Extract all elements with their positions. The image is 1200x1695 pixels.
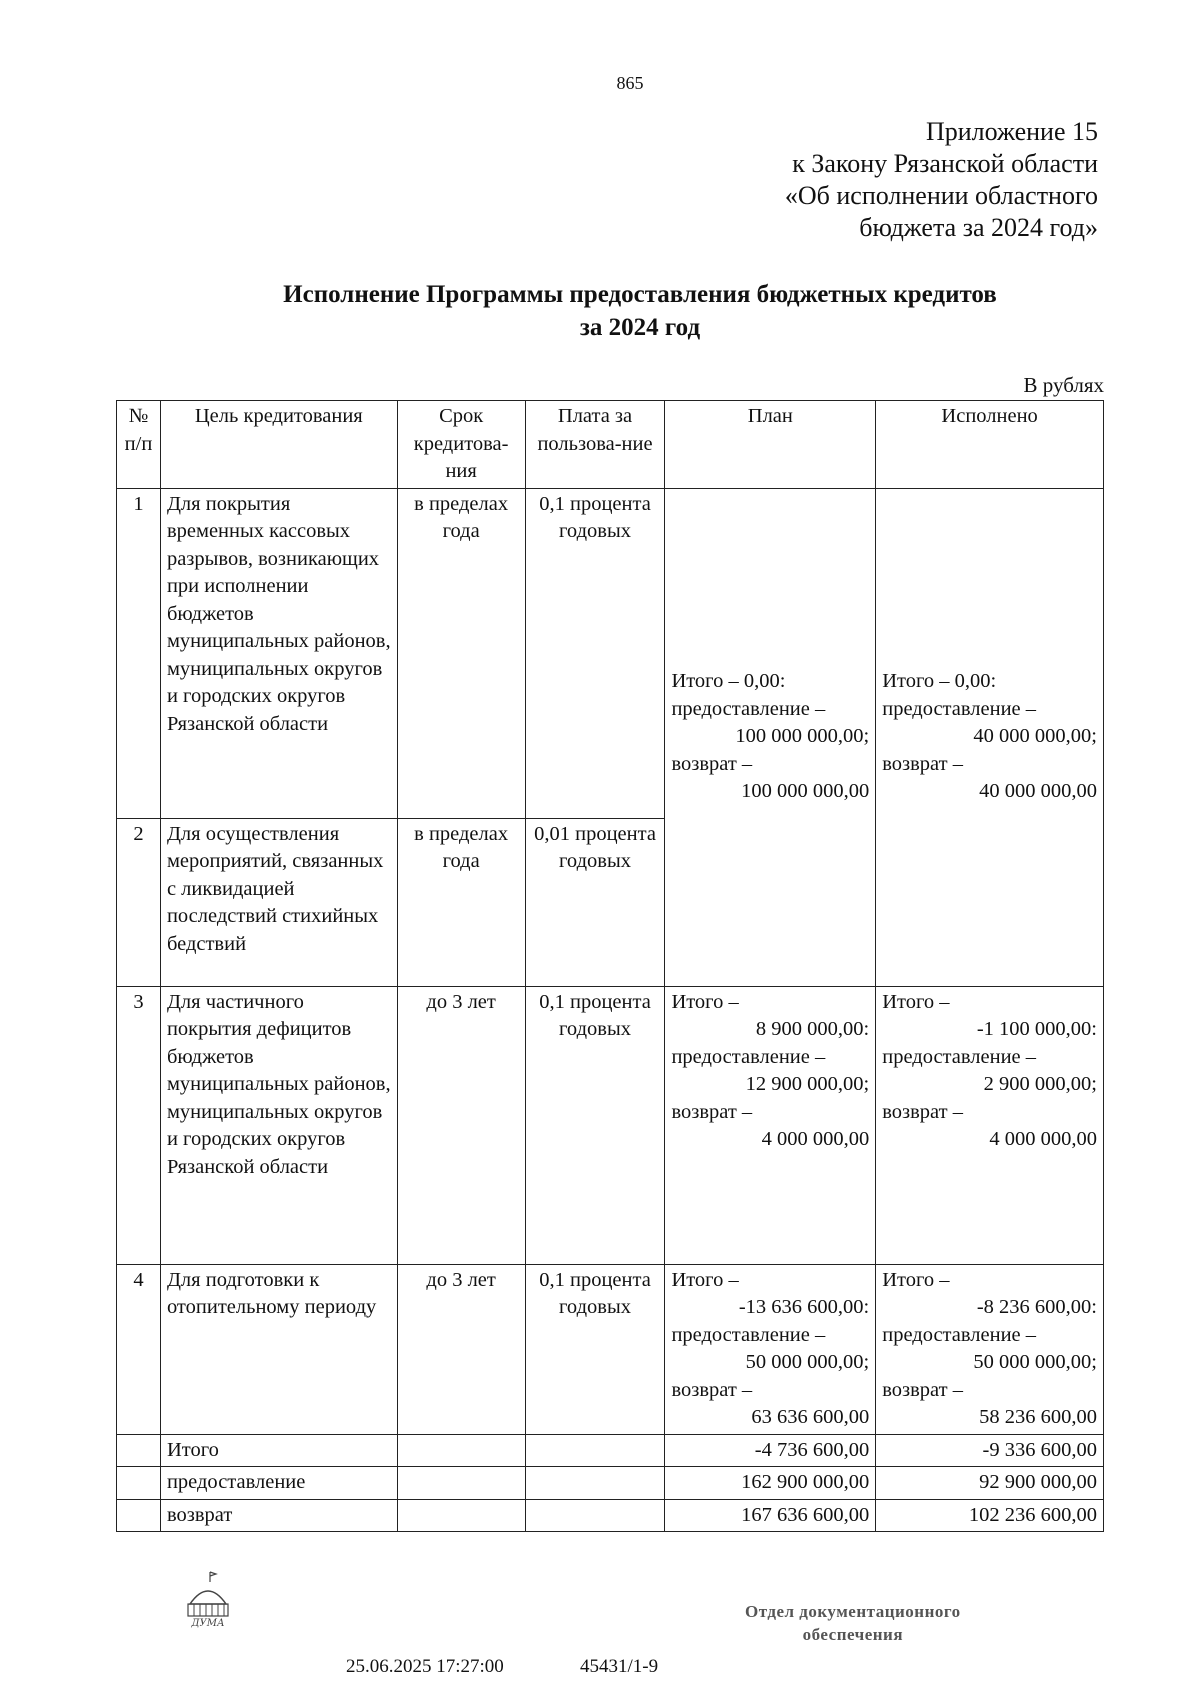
totals-return-done: 102 236 600,00 [876,1499,1104,1532]
row-fee: 0,1 процента годовых [525,1264,665,1434]
credit-program-table [116,400,1104,1532]
row-num: 1 [117,488,161,818]
plan-return-label: возврат – [671,1378,753,1401]
totals-return-plan: 167 636 600,00 [665,1499,876,1532]
emblem-text: ДУМА [191,1618,225,1629]
row-term: до 3 лет [397,986,525,1264]
done-cell-row-4 [876,1264,1104,1434]
row-num: 2 [117,818,161,986]
plan-total-label: Итого – [671,990,739,1013]
footer-document-code: 45431/1-9 [580,1656,659,1677]
totals-term [397,1434,525,1467]
totals-return-label: возврат [160,1499,397,1532]
row-num: 4 [117,1264,161,1434]
plan-total: Итого – 0,00: [671,670,786,693]
plan-return-label: возврат – [671,1100,753,1123]
title-line-2: за 2024 год [579,314,701,341]
done-provision-value: 2 900 000,00; [983,1073,1097,1095]
done-total-label: Итого – [882,990,950,1013]
row-fee: 0,1 процента годовых [525,488,665,818]
header-purpose: Цель кредитования [160,401,397,489]
done-provision-value: 40 000 000,00; [973,725,1097,748]
row-term: в пределах года [397,488,525,818]
footer-timestamp: 25.06.2025 17:27:00 [346,1656,504,1677]
header-fee: Плата за пользова-ние [525,401,665,489]
totals-plan: -4 736 600,00 [665,1434,876,1467]
appendix-line-2: к Закону Рязанской области [792,149,1098,178]
table-row [117,1264,1104,1434]
appendix-line-1: Приложение 15 [925,117,1098,146]
totals-label: Итого [160,1434,397,1467]
totals-provision-row [117,1467,1104,1500]
plan-provision-label: предоставление – [671,1045,826,1068]
plan-cell-row-3 [665,986,876,1264]
done-total: Итого – 0,00: [882,670,997,693]
appendix-line-4: бюджета за 2024 год» [859,213,1098,242]
plan-return-value: 63 636 600,00 [751,1406,870,1428]
plan-total-value: 8 900 000,00: [755,1018,870,1040]
totals-fee [525,1434,665,1467]
done-total-label: Итого – [882,1268,950,1291]
done-return-label: возврат – [882,752,963,775]
document-title [120,278,1160,344]
department-stamp [745,1600,961,1646]
stamp-line-1: Отдел документационного [745,1602,961,1621]
row-num: 3 [117,986,161,1264]
totals-fee [525,1499,665,1532]
plan-return-value: 100 000 000,00 [741,780,870,803]
table-row [117,488,1104,818]
done-return-label: возврат – [882,1100,963,1123]
row-purpose: Для частичного покрытия дефицитов бюджетов муниципальных районов, муниципальных округов и городских округов Рязанской области [160,986,397,1264]
totals-fee [525,1467,665,1500]
totals-num [117,1467,161,1500]
totals-provision-label: предоставление [160,1467,397,1500]
duma-emblem-icon [180,1570,236,1630]
row-purpose: Для подготовки к отопительному периоду [160,1264,397,1434]
row-purpose: Для осуществления мероприятий, связанных с ликвидацией последствий стихийных бедствий [160,818,397,986]
done-total-value: -1 100 000,00: [976,1018,1097,1040]
plan-provision-value: 50 000 000,00; [745,1351,870,1373]
plan-cell-rows-1-2 [665,488,876,986]
totals-done: -9 336 600,00 [876,1434,1104,1467]
totals-num [117,1499,161,1532]
row-fee: 0,01 процента годовых [525,818,665,986]
done-return-value: 40 000 000,00 [979,780,1097,803]
header-num: № п/п [117,401,161,489]
plan-provision-value: 12 900 000,00; [745,1073,870,1095]
plan-cell-row-4 [665,1264,876,1434]
totals-row [117,1434,1104,1467]
done-provision-label: предоставление – [882,697,1037,720]
units-label: В рублях [1023,373,1104,397]
totals-provision-done: 92 900 000,00 [876,1467,1104,1500]
header-done: Исполнено [876,401,1104,489]
plan-return-value: 4 000 000,00 [761,1128,870,1150]
row-purpose: Для покрытия временных кассовых разрывов, возникающих при исполнении бюджетов муниципальных районов, муниципальных округов и городских округов Рязанской области [160,488,397,818]
done-provision-label: предоставление – [882,1045,1037,1068]
done-return-value: 4 000 000,00 [989,1128,1097,1150]
title-line-1: Исполнение Программы предоставления бюджетных кредитов [283,281,997,308]
stamp-line-2: обеспечения [802,1625,904,1644]
done-return-value: 58 236 600,00 [979,1406,1097,1428]
plan-return-label: возврат – [671,752,753,775]
plan-provision-value: 100 000 000,00; [735,725,870,748]
table-header-row [117,401,1104,489]
done-provision-value: 50 000 000,00; [973,1351,1097,1373]
totals-num [117,1434,161,1467]
plan-provision-label: предоставление – [671,697,826,720]
totals-return-row [117,1499,1104,1532]
row-fee: 0,1 процента годовых [525,986,665,1264]
done-cell-rows-1-2 [876,488,1104,986]
table-row [117,986,1104,1264]
row-term: в пределах года [397,818,525,986]
plan-total-label: Итого – [671,1268,739,1291]
done-provision-label: предоставление – [882,1323,1037,1346]
row-term: до 3 лет [397,1264,525,1434]
header-plan: План [665,401,876,489]
plan-provision-label: предоставление – [671,1323,826,1346]
plan-total-value: -13 636 600,00: [738,1296,870,1318]
totals-term [397,1499,525,1532]
appendix-line-3: «Об исполнении областного [784,181,1098,210]
done-return-label: возврат – [882,1378,963,1401]
totals-term [397,1467,525,1500]
done-cell-row-3 [876,986,1104,1264]
done-total-value: -8 236 600,00: [976,1296,1097,1318]
page-number: 865 [616,73,644,93]
header-term: Срок кредитова-ния [397,401,525,489]
appendix-block [785,116,1098,244]
totals-provision-plan: 162 900 000,00 [665,1467,876,1500]
